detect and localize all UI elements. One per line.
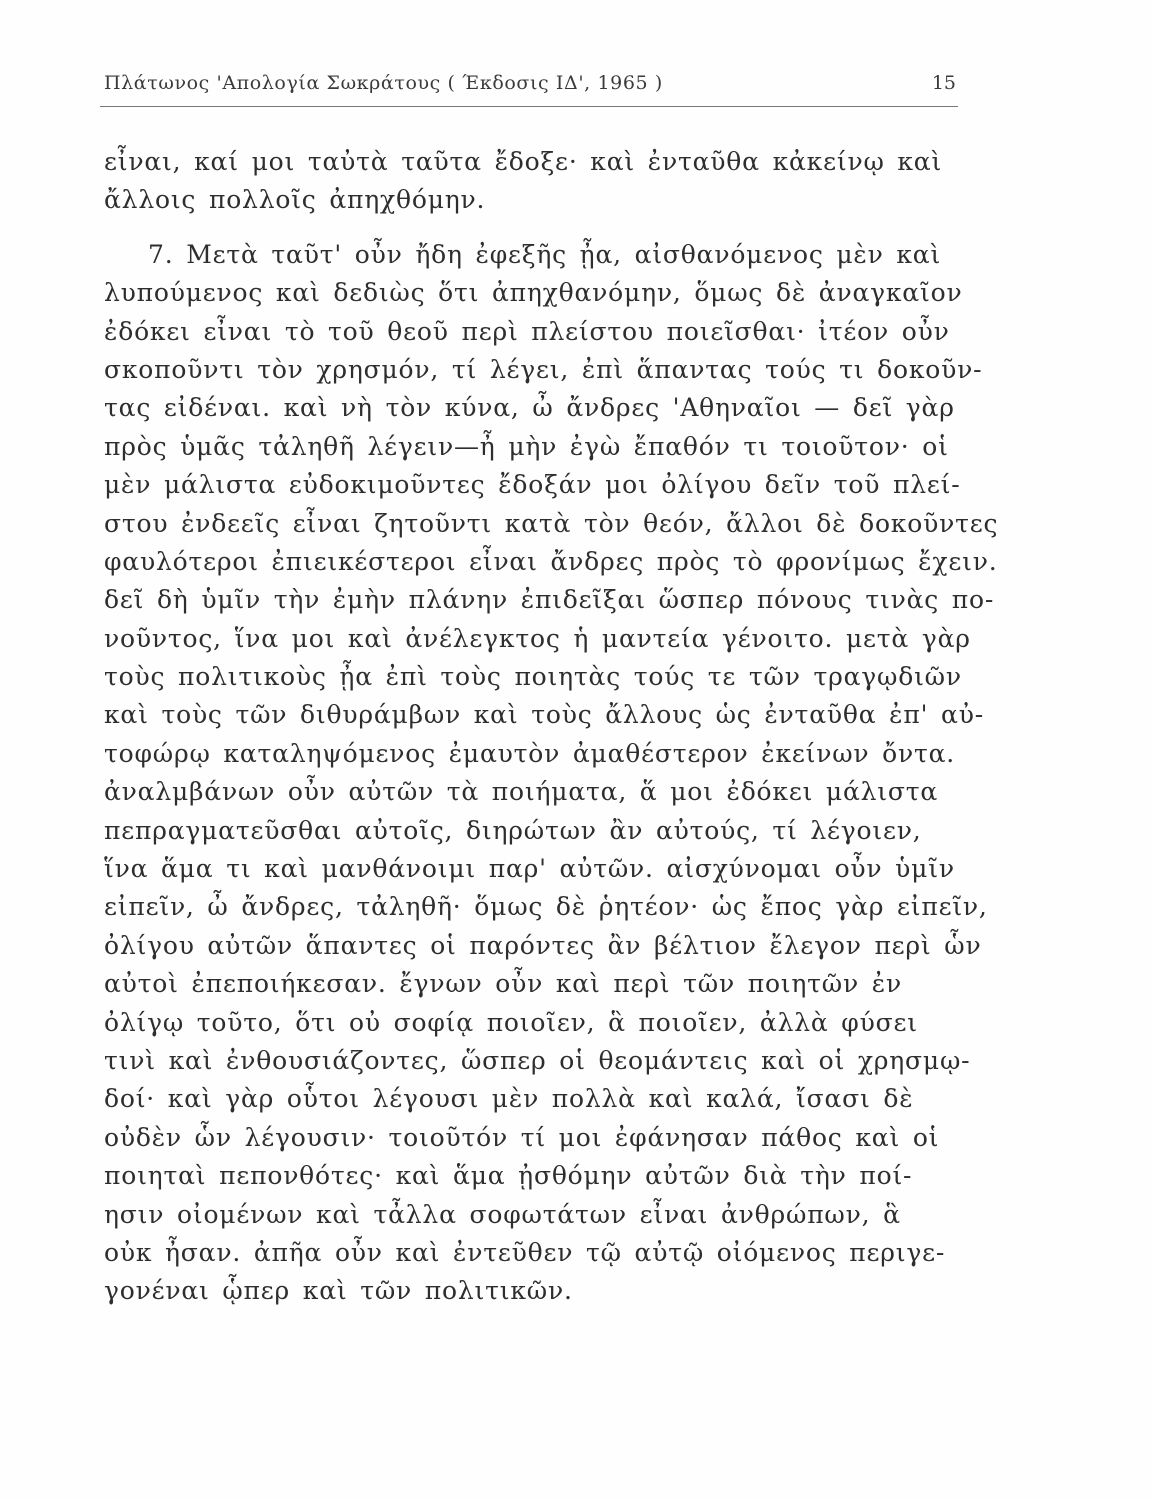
text-line: φαυλότεροι ἐπιεικέστεροι εἶναι ἄνδρες πρὸς τὸ φρονίμως ἔχειν.	[104, 546, 998, 576]
text-line: νοῦντος, ἵνα μοι καὶ ἀνέλεγκτος ἡ μαντεία γένοιτο. μετὰ γὰρ	[104, 623, 971, 653]
text-line: πρὸς ὑμᾶς τἀληθῆ λέγειν—ἦ μὴν ἐγὼ ἔπαθόν τι τοιοῦτον· οἱ	[104, 431, 949, 461]
body-text	[104, 143, 999, 1311]
text-line: 7. Μετὰ ταῦτ' οὖν ἤδη ἐφεξῆς ᾖα, αἰσθανόμενος μὲν καὶ	[148, 239, 942, 269]
text-line: πεπραγματεῦσθαι αὐτοῖς, διηρώτων ἂν αὐτούς, τί λέγοιεν,	[104, 815, 922, 845]
running-header	[104, 72, 956, 102]
text-line: δοί· καὶ γὰρ οὗτοι λέγουσι μὲν πολλὰ καὶ καλά, ἴσασι δὲ	[104, 1084, 914, 1114]
text-line: καὶ τοὺς τῶν διθυράμβων καὶ τοὺς ἄλλους ὡς ἐνταῦθα ἐπ' αὐ-	[104, 700, 984, 730]
running-header-title: Πλάτωνος 'Απολογία Σωκράτους ( Έκδοσις ΙΔ', 1965 )	[104, 72, 663, 94]
text-line: ὀλίγου αὐτῶν ἅπαντες οἱ παρόντες ἂν βέλτιον ἔλεγον περὶ ὧν	[104, 930, 982, 960]
text-line: ποιηταὶ πεπονθότες· καὶ ἅμα ᾐσθόμην αὐτῶν διὰ τὴν ποί-	[104, 1161, 913, 1191]
text-line: λυπούμενος καὶ δεδιὼς ὅτι ἀπηχθανόμην, ὅμως δὲ ἀναγκαῖον	[104, 278, 963, 308]
text-line: τας εἰδέναι. καὶ νὴ τὸν κύνα, ὦ ἄνδρες 'Αθηναῖοι — δεῖ γὰρ	[104, 393, 955, 423]
text-line: αὐτοὶ ἐπεποιήκεσαν. ἔγνων οὖν καὶ περὶ τῶν ποιητῶν ἐν	[104, 969, 902, 999]
text-line: δεῖ δὴ ὑμῖν τὴν ἐμὴν πλάνην ἐπιδεῖξαι ὥσπερ πόνους τινὰς πο-	[104, 585, 995, 615]
text-line: εἶναι, καί μοι ταὐτὰ ταῦτα ἔδοξε· καὶ ἐνταῦθα κἀκείνῳ καὶ	[104, 147, 943, 176]
text-line: τοὺς πολιτικοὺς ᾖα ἐπὶ τοὺς ποιητὰς τούς τε τῶν τραγῳδιῶν	[104, 662, 962, 692]
text-line: ἀναλμβάνων οὖν αὐτῶν τὰ ποιήματα, ἅ μοι ἐδόκει μάλιστα	[104, 777, 939, 807]
text-line: στου ἐνδεεῖς εἶναι ζητοῦντι κατὰ τὸν θεόν, ἄλλοι δὲ δοκοῦντες	[104, 508, 999, 538]
text-line: οὐδὲν ὧν λέγουσιν· τοιοῦτόν τί μοι ἐφάνησαν πάθος καὶ οἱ	[104, 1122, 940, 1152]
text-line: ἄλλοις πολλοῖς ἀπηχθόμην.	[104, 185, 486, 215]
page-number: 15	[931, 72, 956, 94]
text-line: σκοποῦντι τὸν χρησμόν, τί λέγει, ἐπὶ ἅπαντας τούς τι δοκοῦν-	[104, 354, 983, 384]
text-line: ἵνα ἅμα τι καὶ μανθάνοιμι παρ' αὐτῶν. αἰσχύνομαι οὖν ὑμῖν	[104, 854, 955, 884]
text-line: ἐδόκει εἶναι τὸ τοῦ θεοῦ περὶ πλείστου ποιεῖσθαι· ἰτέον οὖν	[104, 316, 950, 346]
text-line: μὲν μάλιστα εὐδοκιμοῦντες ἔδοξάν μοι ὀλίγου δεῖν τοῦ πλεί-	[104, 470, 961, 500]
header-rule	[100, 106, 958, 107]
text-line: τοφώρῳ καταληψόμενος ἐμαυτὸν ἀμαθέστερον ἐκείνων ὄντα.	[104, 738, 956, 768]
text-line: ησιν οἰομένων καὶ τἆλλα σοφωτάτων εἶναι ἀνθρώπων, ἃ	[104, 1199, 901, 1229]
text-line: τινὶ καὶ ἐνθουσιάζοντες, ὥσπερ οἱ θεομάντεις καὶ οἱ χρησμῳ-	[104, 1045, 971, 1075]
text-line: γονέναι ᾧπερ καὶ τῶν πολιτικῶν.	[104, 1276, 573, 1306]
paragraph-gap	[104, 220, 964, 236]
text-line: οὐκ ἦσαν. ἀπῆα οὖν καὶ ἐντεῦθεν τῷ αὐτῷ οἰόμενος περιγε-	[104, 1237, 946, 1267]
text-line: ὀλίγῳ τοῦτο, ὅτι οὐ σοφίᾳ ποιοῖεν, ἃ ποιοῖεν, ἀλλὰ φύσει	[104, 1007, 918, 1037]
text-line: εἰπεῖν, ὦ ἄνδρες, τἀληθῆ· ὅμως δὲ ῥητέον· ὡς ἔπος γὰρ εἰπεῖν,	[104, 892, 988, 922]
